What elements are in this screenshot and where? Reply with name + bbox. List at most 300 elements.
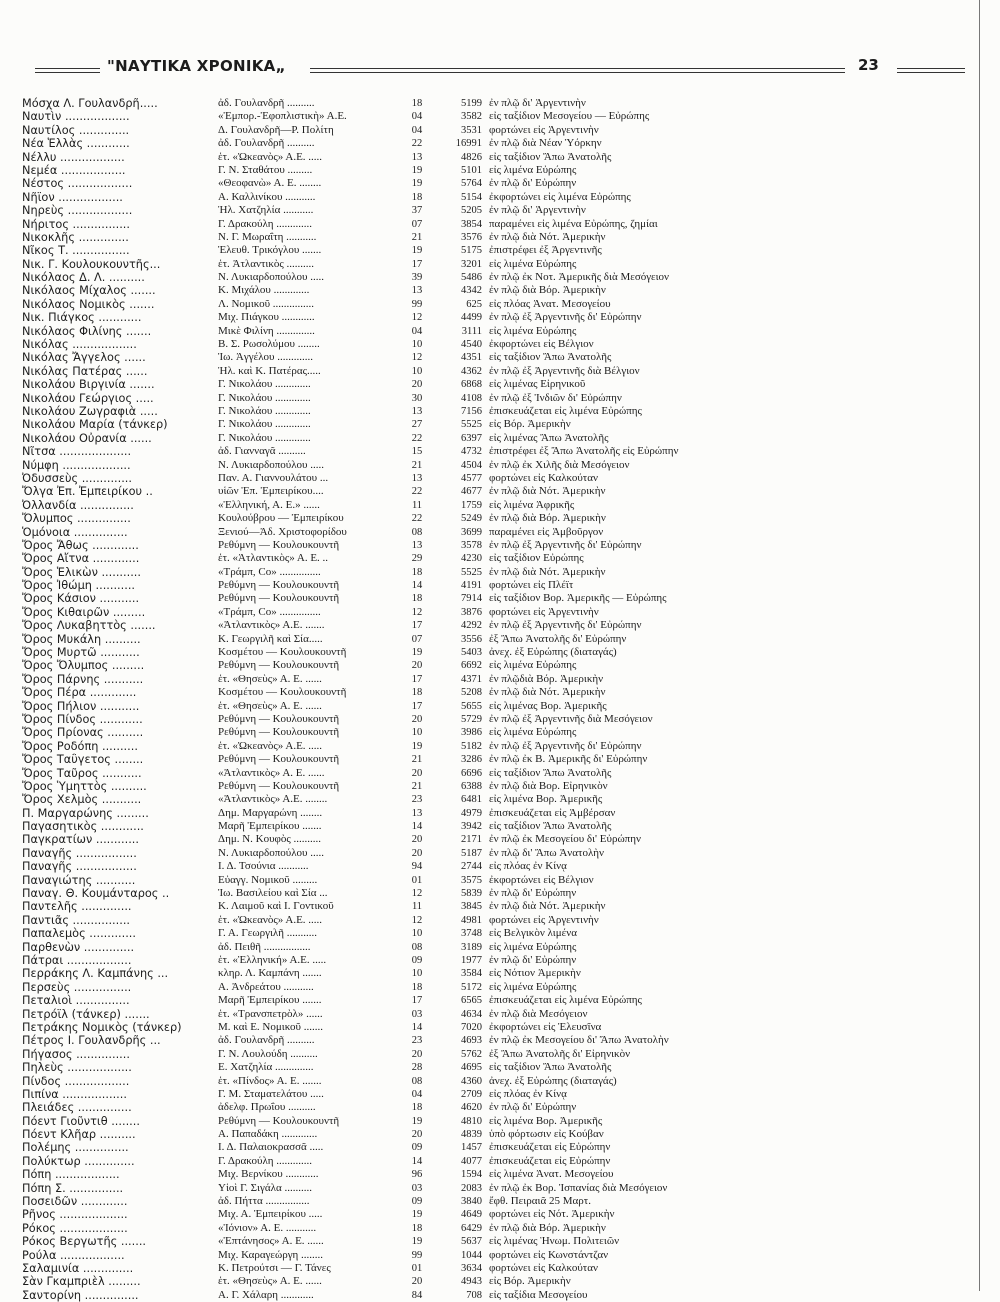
cell-status: ἐξ Ἄπω Ἀνατολῆς δι' Εὐρώπην <box>489 632 627 645</box>
cell-name: Σαλαμινία .............. <box>22 1261 134 1275</box>
cell-owner: ἑτ. «Ἑλληνική» Α.Ε. ..... <box>218 954 327 966</box>
cell-ton: 7020 <box>461 1021 482 1033</box>
cell-owner: «Τράμπ, Co» ............... <box>218 605 321 618</box>
cell-owner: κληρ. Λ. Καμπάνη ....... <box>218 967 322 980</box>
cell-name: Ρόκος ................... <box>22 1221 128 1235</box>
cell-name: Παναγῆς ................. <box>22 860 137 874</box>
cell-name: Ὄρος Ὄλυμπος ......... <box>22 659 145 673</box>
cell-num: 14 <box>411 1021 423 1033</box>
cell-status: ἀνεχ. ἐξ Εὐρώπης (διαταγάς) <box>489 646 617 659</box>
cell-num: 17 <box>411 995 423 1007</box>
cell-num: 20 <box>411 1129 423 1141</box>
cell-num: 19 <box>411 647 423 659</box>
table-row <box>22 177 782 190</box>
cell-ton: 5182 <box>461 740 482 752</box>
cell-num: 19 <box>411 178 423 190</box>
cell-status: ἐν πλῷ ἐκ Βορ. Ἰσπανίας διὰ Μεσόγειον <box>489 1181 668 1194</box>
cell-num: 22 <box>411 432 423 444</box>
cell-ton: 3986 <box>461 727 482 739</box>
cell-num: 11 <box>411 499 423 511</box>
cell-owner: Γ. Νικολάου ............. <box>218 431 311 444</box>
cell-status: εἰς λιμένα Βορ. Ἀμερικῆς <box>489 793 603 806</box>
table-row <box>22 874 782 887</box>
table-row <box>22 97 782 110</box>
table-row <box>22 1195 782 1208</box>
cell-ton: 4292 <box>461 620 482 632</box>
cell-name: Ὄλγα Ἐπ. Ἐμπειρίκου .. <box>22 485 153 499</box>
cell-name: Ὄρος Ταΰγετος ........ <box>22 753 144 767</box>
cell-ton: 4108 <box>461 392 482 404</box>
cell-name: Ὄρος Ἑλικὼν ........... <box>22 565 141 579</box>
cell-num: 12 <box>411 914 423 926</box>
cell-ton: 5175 <box>461 245 482 257</box>
cell-status: εἰς λιμένα Εὐρώπης <box>489 257 577 270</box>
ship-register-table <box>22 97 782 1302</box>
cell-owner: ἑτ. «Θησεὺς» Α. Ε. ...... <box>218 672 322 685</box>
cell-status: φορτώνει εἰς Ἀργεντινὴν <box>489 123 599 136</box>
cell-name: Παπαλεμὸς ............. <box>22 927 136 941</box>
cell-ton: 4342 <box>461 285 482 297</box>
cell-num: 20 <box>411 379 423 391</box>
cell-owner: Α. Καλλινίκου ........... <box>218 190 316 203</box>
table-row <box>22 1208 782 1221</box>
table-row <box>22 485 782 498</box>
table-row <box>22 1275 782 1288</box>
table-row <box>22 459 782 472</box>
cell-status: φορτώνει εἰς Πλέϊτ <box>489 579 574 592</box>
cell-owner: Γ. Ν. Σταθάτου ......... <box>218 163 313 176</box>
cell-ton: 4191 <box>461 580 482 592</box>
cell-status: εἰς λιμένα Εὐρώπης <box>489 726 577 739</box>
cell-owner: Ι. Δ. Παλαιοκρασσᾶ ..... <box>218 1141 324 1154</box>
cell-status: ἐν πλῷδιὰ Βόρ. Ἀμερικὴν <box>489 672 604 685</box>
table-row <box>22 271 782 284</box>
cell-name: Ναυτὶν .................. <box>22 110 130 124</box>
cell-name: Ναυτίλος .............. <box>22 123 130 137</box>
cell-num: 20 <box>411 847 423 859</box>
cell-status: εἰς Βελγικὸν λιμένα <box>489 927 577 940</box>
table-row <box>22 860 782 873</box>
cell-owner: Ρεθύμνη — Κουλουκουντῆ <box>218 659 340 672</box>
cell-num: 22 <box>411 138 423 150</box>
cell-name: Σαντορίνη ............... <box>22 1288 139 1302</box>
cell-name: Πιπίνα .................. <box>22 1087 127 1101</box>
cell-name: Ὄρος Πίνδος ............ <box>22 712 143 726</box>
cell-owner: Κ. Μιχάλου ............. <box>218 284 310 297</box>
cell-ton: 2709 <box>461 1088 482 1100</box>
cell-owner: ἑτ. «Ἀτλαντικὸς» Α. Ε. .. <box>218 552 329 565</box>
cell-owner: Γ. Δρακούλη ............. <box>218 217 312 230</box>
cell-owner: Γ. Δρακούλη ............. <box>218 1154 312 1167</box>
cell-num: 12 <box>411 352 423 364</box>
cell-ton: 6481 <box>461 794 482 806</box>
cell-status: ἐν πλῷ δι' Εὐρώπην <box>489 177 577 190</box>
cell-num: 18 <box>411 593 423 605</box>
cell-name: Ὄρος Πάρνης ........... <box>22 672 144 686</box>
cell-name: Νύμφη ................... <box>22 458 131 472</box>
table-row <box>22 151 782 164</box>
cell-status: ἐν πλῷ ἐξ Ἀργεντινῆς διὰ Βέλγιον <box>489 364 640 377</box>
cell-num: 07 <box>411 218 423 230</box>
cell-ton: 4230 <box>461 553 482 565</box>
table-row <box>22 1115 782 1128</box>
cell-name: Νικολάου Μαρία (τάνκερ) <box>22 418 168 432</box>
table-row <box>22 472 782 485</box>
cell-num: 17 <box>411 673 423 685</box>
table-row <box>22 1034 782 1047</box>
table-row <box>22 767 782 780</box>
cell-name: Πηλεὺς .................. <box>22 1061 132 1075</box>
cell-name: Πολύκτωρ .............. <box>22 1154 135 1168</box>
cell-name: Νηρεὺς .................. <box>22 204 133 218</box>
cell-status: εἰς ταξίδιον Ἄπω Ἀνατολῆς <box>489 1061 612 1074</box>
cell-ton: 3111 <box>461 325 482 337</box>
table-row <box>22 499 782 512</box>
cell-status: ἀνεχ. ἐξ Εὐρώπης (διαταγάς) <box>489 1074 617 1087</box>
table-row <box>22 592 782 605</box>
cell-status: ἐν πλῷ ἐκ Β. Ἀμερικῆς δι' Εὐρώπην <box>489 753 648 766</box>
cell-ton: 4360 <box>461 1075 482 1087</box>
cell-name: Νικόλαος Νομικὸς ....... <box>22 297 155 311</box>
cell-ton: 6692 <box>461 660 482 672</box>
cell-num: 99 <box>411 1249 423 1261</box>
cell-status: εἰς ταξίδιον Εὐρώπης <box>489 552 584 565</box>
cell-ton: 1044 <box>461 1249 482 1261</box>
cell-owner: Δημ. Μαργαρώνη ........ <box>218 806 323 819</box>
cell-owner: Κοσμέτου — Κουλουκουντῆ <box>218 686 347 699</box>
cell-status: ἐν πλῷ ἐκ Μεσογείου δι' Ἄπω Ἀνατολὴν <box>489 1034 669 1047</box>
table-row <box>22 1008 782 1021</box>
cell-owner: Ἰω. Ἀγγέλου ............. <box>218 351 313 364</box>
cell-status: ἐκφορτώνει εἰς λιμένα Εὐρώπης <box>489 190 631 203</box>
cell-status: ἐν πλῷ δι' Ἀργεντινὴν <box>489 204 586 217</box>
cell-ton: 4693 <box>461 1035 482 1047</box>
header-rule-right <box>897 68 965 73</box>
cell-num: 18 <box>411 191 423 203</box>
cell-status: ἐν πλῷ δι' Εὐρώπην <box>489 1101 577 1114</box>
table-row <box>22 432 782 445</box>
cell-owner: ἀδ. Γιανναγᾶ .......... <box>218 445 306 458</box>
cell-owner: Ρεθύμνη — Κουλουκουντῆ <box>218 538 340 551</box>
cell-ton: 7156 <box>461 405 482 417</box>
cell-num: 21 <box>411 459 423 471</box>
cell-status: ἐν πλῷ διὰ Βόρ. Ἀμερικὴν <box>489 512 606 525</box>
cell-name: Νήριτος ................ <box>22 217 130 231</box>
cell-status: ἐν πλῷ ἐξ Ἀργεντινῆς δι' Εὐρώπην <box>489 619 642 632</box>
table-row <box>22 512 782 525</box>
cell-name: Ρόκος Βεργωτῆς ....... <box>22 1235 147 1249</box>
cell-status: ἐν πλῷ διὰ Βορ. Εἰρηνικὸν <box>489 779 608 792</box>
cell-status: εἰς Βόρ. Ἀμερικὴν <box>489 1275 571 1288</box>
cell-ton: 4943 <box>461 1276 482 1288</box>
cell-name: Νικόλαος Φιλίνης ....... <box>22 324 152 338</box>
cell-name: Νῆϊον .................. <box>22 190 123 204</box>
cell-num: 21 <box>411 231 423 243</box>
cell-ton: 4504 <box>461 459 482 471</box>
cell-name: Πετρόϊλ (τάνκερ) ....... <box>22 1007 150 1021</box>
cell-owner: Κ. Γεωργιλῆ καὶ Σία..... <box>218 632 323 645</box>
table-row <box>22 124 782 137</box>
cell-ton: 4499 <box>461 312 482 324</box>
cell-owner: ἀδ. Πήττα ................ <box>218 1195 310 1208</box>
cell-owner: Ρεθύμνη — Κουλουκουντῆ <box>218 726 340 739</box>
table-row <box>22 137 782 150</box>
table-row <box>22 820 782 833</box>
cell-ton: 3854 <box>461 218 482 230</box>
cell-ton: 3556 <box>461 633 482 645</box>
cell-ton: 5249 <box>461 513 482 525</box>
table-row <box>22 1048 782 1061</box>
cell-name: Πόεντ Κλῆαρ .......... <box>22 1128 136 1142</box>
table-row <box>22 793 782 806</box>
cell-status: παραμένει εἰς λιμένα Εὐρώπης, ζημίαι <box>489 217 658 230</box>
table-row <box>22 927 782 940</box>
cell-ton: 3634 <box>461 1262 482 1274</box>
cell-num: 18 <box>411 1102 423 1114</box>
cell-num: 14 <box>411 1155 423 1167</box>
cell-ton: 4540 <box>461 339 482 351</box>
cell-num: 03 <box>411 1182 423 1194</box>
cell-name: Νικολάου Βιργινία ....... <box>22 378 155 392</box>
cell-num: 20 <box>411 834 423 846</box>
table-row <box>22 726 782 739</box>
cell-name: Παναγιώτης ........... <box>22 873 136 887</box>
cell-ton: 3845 <box>461 901 482 913</box>
cell-status: ἐν πλῷ ἐκ Νοτ. Ἀμερικῆς διὰ Μεσόγειον <box>489 271 670 284</box>
page-number: 23 <box>858 56 879 74</box>
cell-status: εἰς λιμένα Ἀφρικῆς <box>489 498 575 511</box>
table-row <box>22 539 782 552</box>
cell-num: 12 <box>411 888 423 900</box>
cell-ton: 5637 <box>461 1236 482 1248</box>
cell-name: Νεμέα .................. <box>22 163 126 177</box>
cell-num: 28 <box>411 1062 423 1074</box>
cell-name: Πήγασος ............... <box>22 1047 130 1061</box>
table-row <box>22 700 782 713</box>
cell-owner: Δ. Γουλανδρῆ—Ρ. Πολίτη <box>218 123 334 136</box>
cell-ton: 3748 <box>461 928 482 940</box>
cell-status: ἐν πλῷ διὰ Νότ. Ἀμερικὴν <box>489 230 606 243</box>
cell-name: Νικ. Πιάγκος ............ <box>22 311 142 325</box>
cell-owner: ἑτ. «Ὠκεανὸς» Α.Ε. ..... <box>218 150 323 163</box>
cell-name: Παγκρατίων ............ <box>22 833 139 847</box>
table-row <box>22 633 782 646</box>
cell-owner: Κουλούβρου — Ἐμπειρίκου <box>218 512 344 525</box>
table-row <box>22 1262 782 1275</box>
page-header <box>35 56 965 82</box>
cell-ton: 1977 <box>461 955 482 966</box>
cell-num: 27 <box>411 419 423 431</box>
cell-owner: Ν. Λυκιαρδοπούλου ..... <box>218 458 324 471</box>
cell-num: 10 <box>411 727 423 739</box>
cell-num: 23 <box>411 794 423 806</box>
cell-owner: Ρεθύμνη — Κουλουκουντῆ <box>218 1114 340 1127</box>
table-row <box>22 659 782 672</box>
cell-status: φορτώνει εἰς Καλκούταν <box>489 1261 598 1274</box>
cell-ton: 4577 <box>461 472 482 484</box>
cell-status: ἐξ Ἄπω Ἀνατολῆς δι' Εἰρηνικὸν <box>489 1047 631 1060</box>
cell-name: Ὁμόνοια ............... <box>22 525 128 539</box>
scan-edge-line <box>979 0 980 1291</box>
cell-owner: υἱῶν Ἐπ. Ἐμπειρίκου.... <box>218 485 324 498</box>
cell-num: 20 <box>411 1048 423 1060</box>
table-row <box>22 646 782 659</box>
cell-num: 13 <box>411 285 423 297</box>
cell-ton: 6565 <box>461 995 482 1007</box>
cell-name: Ὄρος Πήλιον ........... <box>22 699 140 713</box>
cell-num: 18 <box>411 1222 423 1234</box>
cell-name: Ὄρος Πρίονας .......... <box>22 726 144 740</box>
cell-ton: 4810 <box>461 1115 482 1127</box>
cell-ton: 5154 <box>461 191 482 203</box>
cell-ton: 2744 <box>461 861 482 873</box>
cell-owner: ἑτ. «Θησεὺς» Α. Ε. ...... <box>218 699 322 712</box>
cell-owner: Ν. Λυκιαρδοπούλου ..... <box>218 271 324 284</box>
cell-status: εἰς Βόρ. Ἀμερικὴν <box>489 418 571 431</box>
table-row <box>22 1155 782 1168</box>
cell-status: ἐπιστρέφει ἐξ Ἀργεντινῆς <box>489 244 602 257</box>
cell-ton: 2083 <box>461 1182 482 1194</box>
cell-name: Πόπη Σ. ............... <box>22 1181 124 1195</box>
cell-num: 22 <box>411 513 423 525</box>
cell-status: ἐν πλῷ ἐξ Ἀργεντινῆς δι' Εὐρώπην <box>489 538 642 551</box>
table-row <box>22 1249 782 1262</box>
cell-owner: ἀδ. Γουλανδρῆ .......... <box>218 97 315 109</box>
table-row <box>22 579 782 592</box>
table-row <box>22 231 782 244</box>
cell-num: 18 <box>411 98 423 109</box>
table-row <box>22 914 782 927</box>
cell-status: ὑπὸ φόρτωσιν εἰς Κούβαν <box>489 1128 604 1141</box>
cell-owner: Μιχ. Πιάγκου ............ <box>218 311 315 324</box>
cell-name: Πόεντ Γιοῦντιθ ........ <box>22 1114 140 1128</box>
cell-status: ἐν πλῷ διὰ Νέαν Ὑόρκην <box>489 137 602 150</box>
cell-name: Ὄρος Ἄθως ............. <box>22 538 139 552</box>
cell-ton: 5208 <box>461 687 482 699</box>
table-row <box>22 566 782 579</box>
cell-name: Νέα Ἑλλὰς ............ <box>22 137 130 151</box>
cell-ton: 2171 <box>461 834 482 846</box>
cell-num: 13 <box>411 807 423 819</box>
cell-owner: Γ. Μ. Σταματελάτου ..... <box>218 1087 324 1100</box>
cell-num: 20 <box>411 767 423 779</box>
cell-owner: Ρεθύμνη — Κουλουκουντῆ <box>218 712 340 725</box>
cell-ton: 3575 <box>461 874 482 886</box>
cell-owner: «Ἑλληνική, Α. Ε.» ...... <box>218 498 320 511</box>
cell-name: Ὀδυσσεὺς .............. <box>22 471 132 485</box>
cell-status: ἐπισκευάζεται εἰς λιμένα Εὐρώπης <box>489 404 642 417</box>
cell-status: εἰς λιμένας Ἄπω Ἀνατολῆς <box>489 431 609 444</box>
cell-status: ἐν πλῷ ἐξ Ἀργεντινῆς διὰ Μεσόγειον <box>489 712 653 725</box>
cell-num: 22 <box>411 486 423 498</box>
cell-num: 96 <box>411 1169 423 1181</box>
cell-name: Ὄρος Ὑμηττὸς .......... <box>22 779 147 793</box>
cell-status: φορτώνει εἰς Ἀργεντινὴν <box>489 605 599 618</box>
cell-ton: 1594 <box>461 1169 482 1181</box>
cell-num: 99 <box>411 298 423 310</box>
cell-num: 20 <box>411 1276 423 1288</box>
cell-owner: Γ. Α. Γεωργιλῆ ........... <box>218 927 317 940</box>
cell-ton: 3840 <box>461 1196 482 1208</box>
cell-ton: 5839 <box>461 888 482 900</box>
cell-status: ἐν πλῷ διὰ Βόρ. Ἀμερικὴν <box>489 284 606 297</box>
cell-ton: 3578 <box>461 539 482 551</box>
cell-owner: Μ. καὶ Ε. Νομικοῦ ....... <box>218 1020 323 1033</box>
cell-name: Νικ. Γ. Κουλουκουντῆς... <box>22 257 161 271</box>
cell-num: 08 <box>411 1075 423 1087</box>
cell-status: ἐν πλῷ διὰ Νότ. Ἀμερικὴν <box>489 686 606 699</box>
cell-owner: Λ. Νομικοῦ ............... <box>218 297 315 310</box>
cell-name: Πόπη .................. <box>22 1168 120 1182</box>
cell-owner: «Ἐμπορ.-Ἐφοπλιστικὴ» Α.Ε. <box>218 110 347 123</box>
table-row <box>22 740 782 753</box>
cell-owner: «Ἐπτάνησος» Α. Ε. ...... <box>218 1235 324 1248</box>
cell-name: Περσεὺς ................ <box>22 980 132 994</box>
cell-name: Νικοκλῆς .............. <box>22 230 129 244</box>
cell-status: εἰς λιμένα Εὐρώπης <box>489 324 577 337</box>
cell-num: 17 <box>411 700 423 712</box>
cell-name: Νικόλαος Μίχαλος ....... <box>22 284 156 298</box>
cell-name: Ὄρος Μυκάλη .......... <box>22 632 141 646</box>
cell-status: εἰς πλόας Ἀνατ. Μεσογείου <box>489 297 611 310</box>
cell-status: εἰς λιμένας Εἰρηνικοῦ <box>489 378 586 391</box>
cell-status: ἐν πλῷ διὰ Βόρ. Ἀμερικὴν <box>489 1221 606 1234</box>
cell-ton: 5762 <box>461 1048 482 1060</box>
cell-owner: Ἐλευθ. Τρικόγλου ....... <box>218 244 322 257</box>
cell-owner: ἑτ. Ἀτλαντικὸς .......... <box>218 257 315 270</box>
cell-ton: 3576 <box>461 231 482 243</box>
cell-num: 09 <box>411 1142 423 1154</box>
table-row <box>22 258 782 271</box>
cell-owner: ἑτ. «Ὠκεανὸς» Α.Ε. ..... <box>218 739 323 752</box>
cell-status: εἰς Νότιον Ἀμερικὴν <box>489 967 581 980</box>
table-row <box>22 552 782 565</box>
table-row <box>22 244 782 257</box>
cell-ton: 5205 <box>461 205 482 217</box>
cell-status: ἐκφορτώνει εἰς Βέλγιον <box>489 338 594 351</box>
table-row <box>22 1021 782 1034</box>
table-row <box>22 164 782 177</box>
cell-status: εἰς λιμένα Ἀνατ. Μεσογείου <box>489 1168 614 1181</box>
cell-num: 18 <box>411 566 423 578</box>
cell-ton: 1457 <box>461 1142 482 1154</box>
cell-name: Πεταλιοὶ ............... <box>22 994 130 1008</box>
cell-owner: Μιχ. Καραγεώργη ........ <box>218 1248 324 1261</box>
cell-name: Ὄλυμπος ............... <box>22 512 131 526</box>
cell-ton: 16991 <box>455 138 482 150</box>
cell-num: 07 <box>411 633 423 645</box>
cell-ton: 4732 <box>461 446 482 458</box>
cell-num: 39 <box>411 272 423 284</box>
table-row <box>22 619 782 632</box>
cell-ton: 6429 <box>461 1222 482 1234</box>
cell-num: 04 <box>411 1088 423 1100</box>
cell-num: 04 <box>411 124 423 136</box>
cell-num: 08 <box>411 526 423 538</box>
cell-ton: 5764 <box>461 178 482 190</box>
cell-num: 30 <box>411 392 423 404</box>
cell-ton: 6868 <box>461 379 482 391</box>
cell-status: ἐν πλῷ δι' Εὐρώπην <box>489 887 577 900</box>
table-row <box>22 954 782 967</box>
table-row <box>22 1075 782 1088</box>
cell-owner: Υἱοὶ Γ. Σιγάλα .......... <box>218 1181 312 1194</box>
table-row <box>22 941 782 954</box>
cell-owner: «Ἀτλαντικὸς» Α.Ε. ....... <box>218 619 325 632</box>
cell-num: 12 <box>411 312 423 324</box>
table-row <box>22 191 782 204</box>
table-row <box>22 673 782 686</box>
